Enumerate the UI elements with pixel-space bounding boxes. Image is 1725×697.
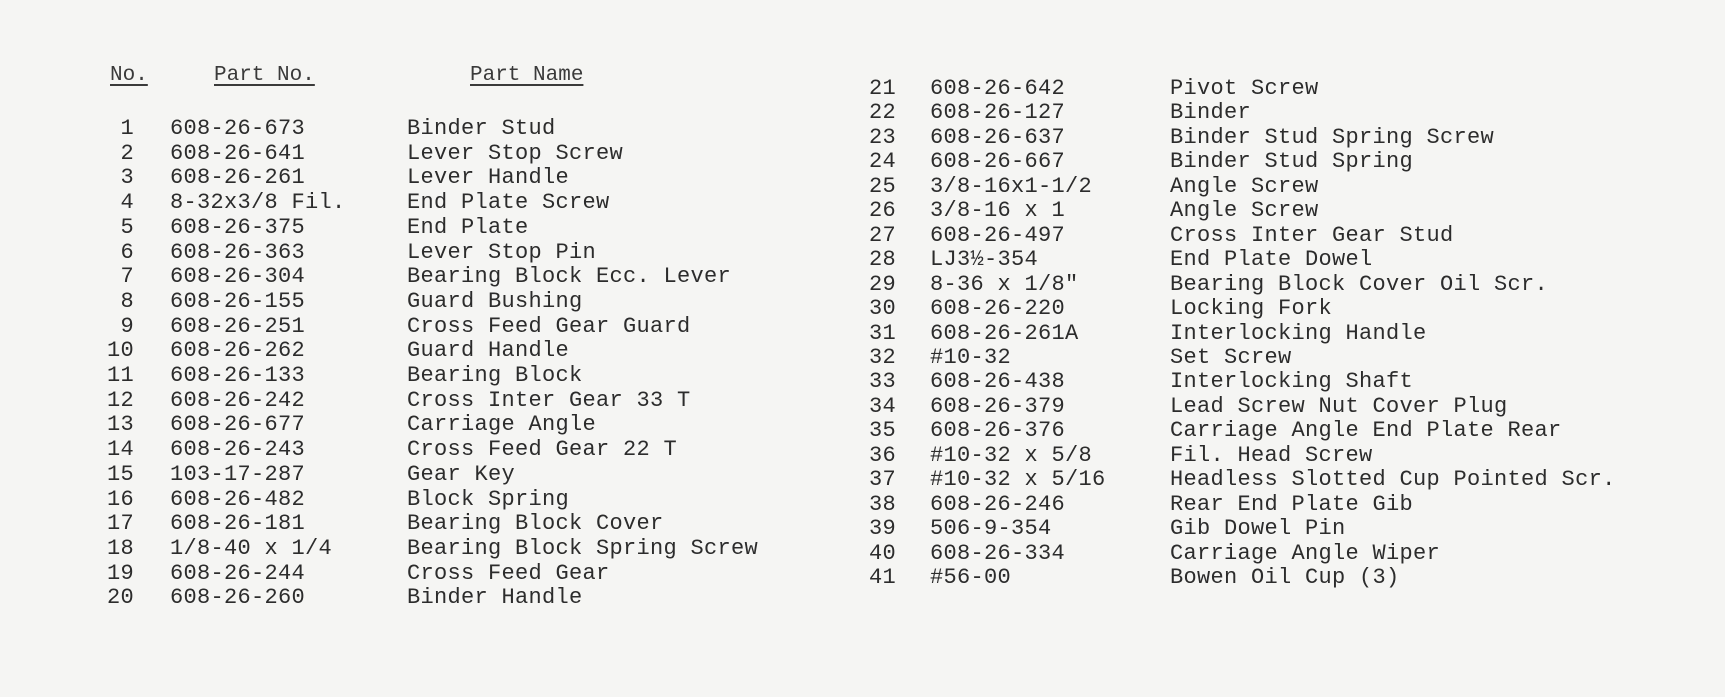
part-name: Pivot Screw bbox=[1170, 76, 1319, 101]
header-part-name: Part Name bbox=[470, 64, 584, 87]
table-row bbox=[0, 493, 1725, 517]
table-row bbox=[0, 322, 1725, 346]
part-name: Headless Slotted Cup Pointed Scr. bbox=[1170, 467, 1616, 493]
part-name: Bearing Block Spring Screw bbox=[407, 535, 759, 561]
item-number: 5 bbox=[120, 214, 134, 240]
part-number: 608-26-244 bbox=[170, 560, 306, 586]
item-number: 32 bbox=[868, 344, 896, 370]
item-number: 26 bbox=[868, 198, 896, 224]
part-number: 608-26-363 bbox=[170, 239, 306, 265]
item-number: 15 bbox=[106, 461, 134, 487]
item-number: 34 bbox=[868, 393, 896, 419]
part-number: 608-26-127 bbox=[930, 100, 1066, 126]
part-name: Bearing Block Cover bbox=[407, 511, 664, 537]
item-number: 20 bbox=[106, 585, 134, 611]
part-number: 608-26-637 bbox=[930, 124, 1066, 150]
item-number: 17 bbox=[106, 511, 134, 537]
table-row bbox=[0, 126, 1725, 150]
item-number: 21 bbox=[868, 76, 896, 101]
part-number: 1/8-40 x 1/4 bbox=[170, 535, 333, 561]
table-row bbox=[0, 419, 1725, 443]
header-part-no: Part No. bbox=[214, 64, 315, 87]
part-number: 608-26-261A bbox=[930, 320, 1079, 346]
part-number: 103-17-287 bbox=[170, 461, 306, 487]
part-name: Bearing Block Cover Oil Scr. bbox=[1170, 271, 1549, 297]
item-number: 19 bbox=[106, 560, 134, 586]
part-number: 608-26-133 bbox=[170, 363, 306, 388]
table-row bbox=[0, 248, 1725, 272]
part-name: Cross Feed Gear Guard bbox=[407, 313, 691, 339]
table-row bbox=[0, 346, 1725, 370]
part-number: 8-32x3/8 Fil. bbox=[170, 190, 346, 216]
part-number: 608-26-376 bbox=[930, 418, 1066, 444]
table-row bbox=[0, 542, 1725, 566]
item-number: 10 bbox=[106, 338, 134, 364]
table-row bbox=[0, 566, 1725, 590]
part-number: 608-26-673 bbox=[170, 116, 306, 141]
item-number: 39 bbox=[868, 516, 896, 542]
item-number: 38 bbox=[868, 491, 896, 517]
item-number: 31 bbox=[868, 320, 896, 346]
part-name: Block Spring bbox=[407, 486, 570, 512]
part-name: End Plate bbox=[407, 214, 529, 240]
table-row bbox=[0, 370, 1725, 394]
part-name: End Plate Dowel bbox=[1170, 247, 1373, 273]
item-number: 6 bbox=[120, 239, 134, 265]
part-number: 608-26-242 bbox=[170, 387, 306, 413]
item-number: 2 bbox=[120, 140, 134, 166]
item-number: 7 bbox=[120, 264, 134, 290]
part-name: Guard Handle bbox=[407, 338, 570, 364]
item-number: 40 bbox=[868, 540, 896, 566]
part-number: LJ3½-354 bbox=[930, 247, 1039, 273]
part-number: 608-26-677 bbox=[170, 412, 306, 438]
part-name: Angle Screw bbox=[1170, 173, 1319, 199]
part-number: 608-26-220 bbox=[930, 296, 1066, 322]
table-row bbox=[0, 199, 1725, 223]
item-number: 29 bbox=[868, 271, 896, 297]
part-name: Binder bbox=[1170, 100, 1252, 126]
part-name: Carriage Angle End Plate Rear bbox=[1170, 418, 1562, 444]
item-number: 36 bbox=[868, 442, 896, 468]
part-number: 608-26-246 bbox=[930, 491, 1066, 517]
part-name: Angle Screw bbox=[1170, 198, 1319, 224]
part-name: Fil. Head Screw bbox=[1170, 442, 1373, 468]
item-number: 1 bbox=[120, 116, 134, 141]
part-number: 608-26-304 bbox=[170, 264, 306, 290]
part-number: #56-00 bbox=[930, 565, 1012, 590]
part-name: Rear End Plate Gib bbox=[1170, 491, 1414, 517]
part-name: Lever Stop Screw bbox=[407, 140, 624, 166]
part-name: Gear Key bbox=[407, 461, 516, 487]
table-row bbox=[0, 468, 1725, 492]
part-name: Bearing Block Ecc. Lever bbox=[407, 264, 732, 290]
part-number: 608-26-379 bbox=[930, 393, 1066, 419]
part-number: 608-26-261 bbox=[170, 165, 306, 191]
item-number: 3 bbox=[120, 165, 134, 191]
item-number: 13 bbox=[106, 412, 134, 438]
item-number: 24 bbox=[868, 149, 896, 175]
part-name: Lever Stop Pin bbox=[407, 239, 597, 265]
part-name: Cross Feed Gear 22 T bbox=[407, 437, 678, 463]
item-number: 27 bbox=[868, 222, 896, 248]
part-name: End Plate Screw bbox=[407, 190, 610, 216]
item-number: 22 bbox=[868, 100, 896, 126]
part-number: 608-26-334 bbox=[930, 540, 1066, 566]
item-number: 41 bbox=[868, 565, 896, 590]
part-name: Interlocking Handle bbox=[1170, 320, 1427, 346]
part-number: 8-36 x 1/8" bbox=[930, 271, 1079, 297]
part-number: 608-26-243 bbox=[170, 437, 306, 463]
item-number: 35 bbox=[868, 418, 896, 444]
table-row bbox=[0, 77, 1725, 101]
table-row bbox=[0, 297, 1725, 321]
part-number: 608-26-667 bbox=[930, 149, 1066, 175]
part-name: Gib Dowel Pin bbox=[1170, 516, 1346, 542]
part-number: 3/8-16x1-1/2 bbox=[930, 173, 1093, 199]
part-name: Binder Handle bbox=[407, 585, 583, 611]
part-number: 608-26-641 bbox=[170, 140, 306, 166]
item-number: 8 bbox=[120, 288, 134, 314]
part-name: Cross Inter Gear Stud bbox=[1170, 222, 1454, 248]
item-number: 18 bbox=[106, 535, 134, 561]
item-number: 11 bbox=[106, 363, 134, 388]
item-number: 14 bbox=[106, 437, 134, 463]
part-number: 3/8-16 x 1 bbox=[930, 198, 1066, 224]
part-name: Lead Screw Nut Cover Plug bbox=[1170, 393, 1508, 419]
item-number: 12 bbox=[106, 387, 134, 413]
part-name: Cross Inter Gear 33 T bbox=[407, 387, 691, 413]
part-number: 608-26-438 bbox=[930, 369, 1066, 395]
part-name: Binder Stud Spring Screw bbox=[1170, 124, 1495, 150]
part-number: 608-26-181 bbox=[170, 511, 306, 537]
part-number: #10-32 x 5/8 bbox=[930, 442, 1093, 468]
part-name: Locking Fork bbox=[1170, 296, 1333, 322]
part-name: Binder Stud bbox=[407, 116, 556, 141]
item-number: 16 bbox=[106, 486, 134, 512]
part-number: 608-26-375 bbox=[170, 214, 306, 240]
table-row bbox=[0, 224, 1725, 248]
part-number: #10-32 x 5/16 bbox=[930, 467, 1106, 493]
item-number: 25 bbox=[868, 173, 896, 199]
header-no: No. bbox=[110, 64, 148, 87]
part-name: Cross Feed Gear bbox=[407, 560, 610, 586]
part-name: Set Screw bbox=[1170, 344, 1292, 370]
item-number: 4 bbox=[120, 190, 134, 216]
part-name: Bowen Oil Cup (3) bbox=[1170, 565, 1400, 590]
part-number: 608-26-642 bbox=[930, 76, 1066, 101]
part-number: #10-32 bbox=[930, 344, 1012, 370]
item-number: 9 bbox=[120, 313, 134, 339]
table-row bbox=[0, 150, 1725, 174]
table-row bbox=[0, 175, 1725, 199]
part-number: 608-26-251 bbox=[170, 313, 306, 339]
part-name: Interlocking Shaft bbox=[1170, 369, 1414, 395]
table-row bbox=[0, 273, 1725, 297]
part-name: Guard Bushing bbox=[407, 288, 583, 314]
part-name: Carriage Angle Wiper bbox=[1170, 540, 1441, 566]
part-number: 608-26-497 bbox=[930, 222, 1066, 248]
part-number: 506-9-354 bbox=[930, 516, 1052, 542]
table-row bbox=[0, 517, 1725, 541]
part-number: 608-26-482 bbox=[170, 486, 306, 512]
item-number: 30 bbox=[868, 296, 896, 322]
table-row bbox=[0, 444, 1725, 468]
item-number: 33 bbox=[868, 369, 896, 395]
part-name: Bearing Block bbox=[407, 363, 583, 388]
item-number: 23 bbox=[868, 124, 896, 150]
part-name: Carriage Angle bbox=[407, 412, 597, 438]
table-row bbox=[0, 395, 1725, 419]
part-number: 608-26-262 bbox=[170, 338, 306, 364]
item-number: 28 bbox=[868, 247, 896, 273]
part-name: Binder Stud Spring bbox=[1170, 149, 1414, 175]
part-name: Lever Handle bbox=[407, 165, 570, 191]
table-row bbox=[0, 101, 1725, 125]
part-number: 608-26-155 bbox=[170, 288, 306, 314]
part-number: 608-26-260 bbox=[170, 585, 306, 611]
item-number: 37 bbox=[868, 467, 896, 493]
